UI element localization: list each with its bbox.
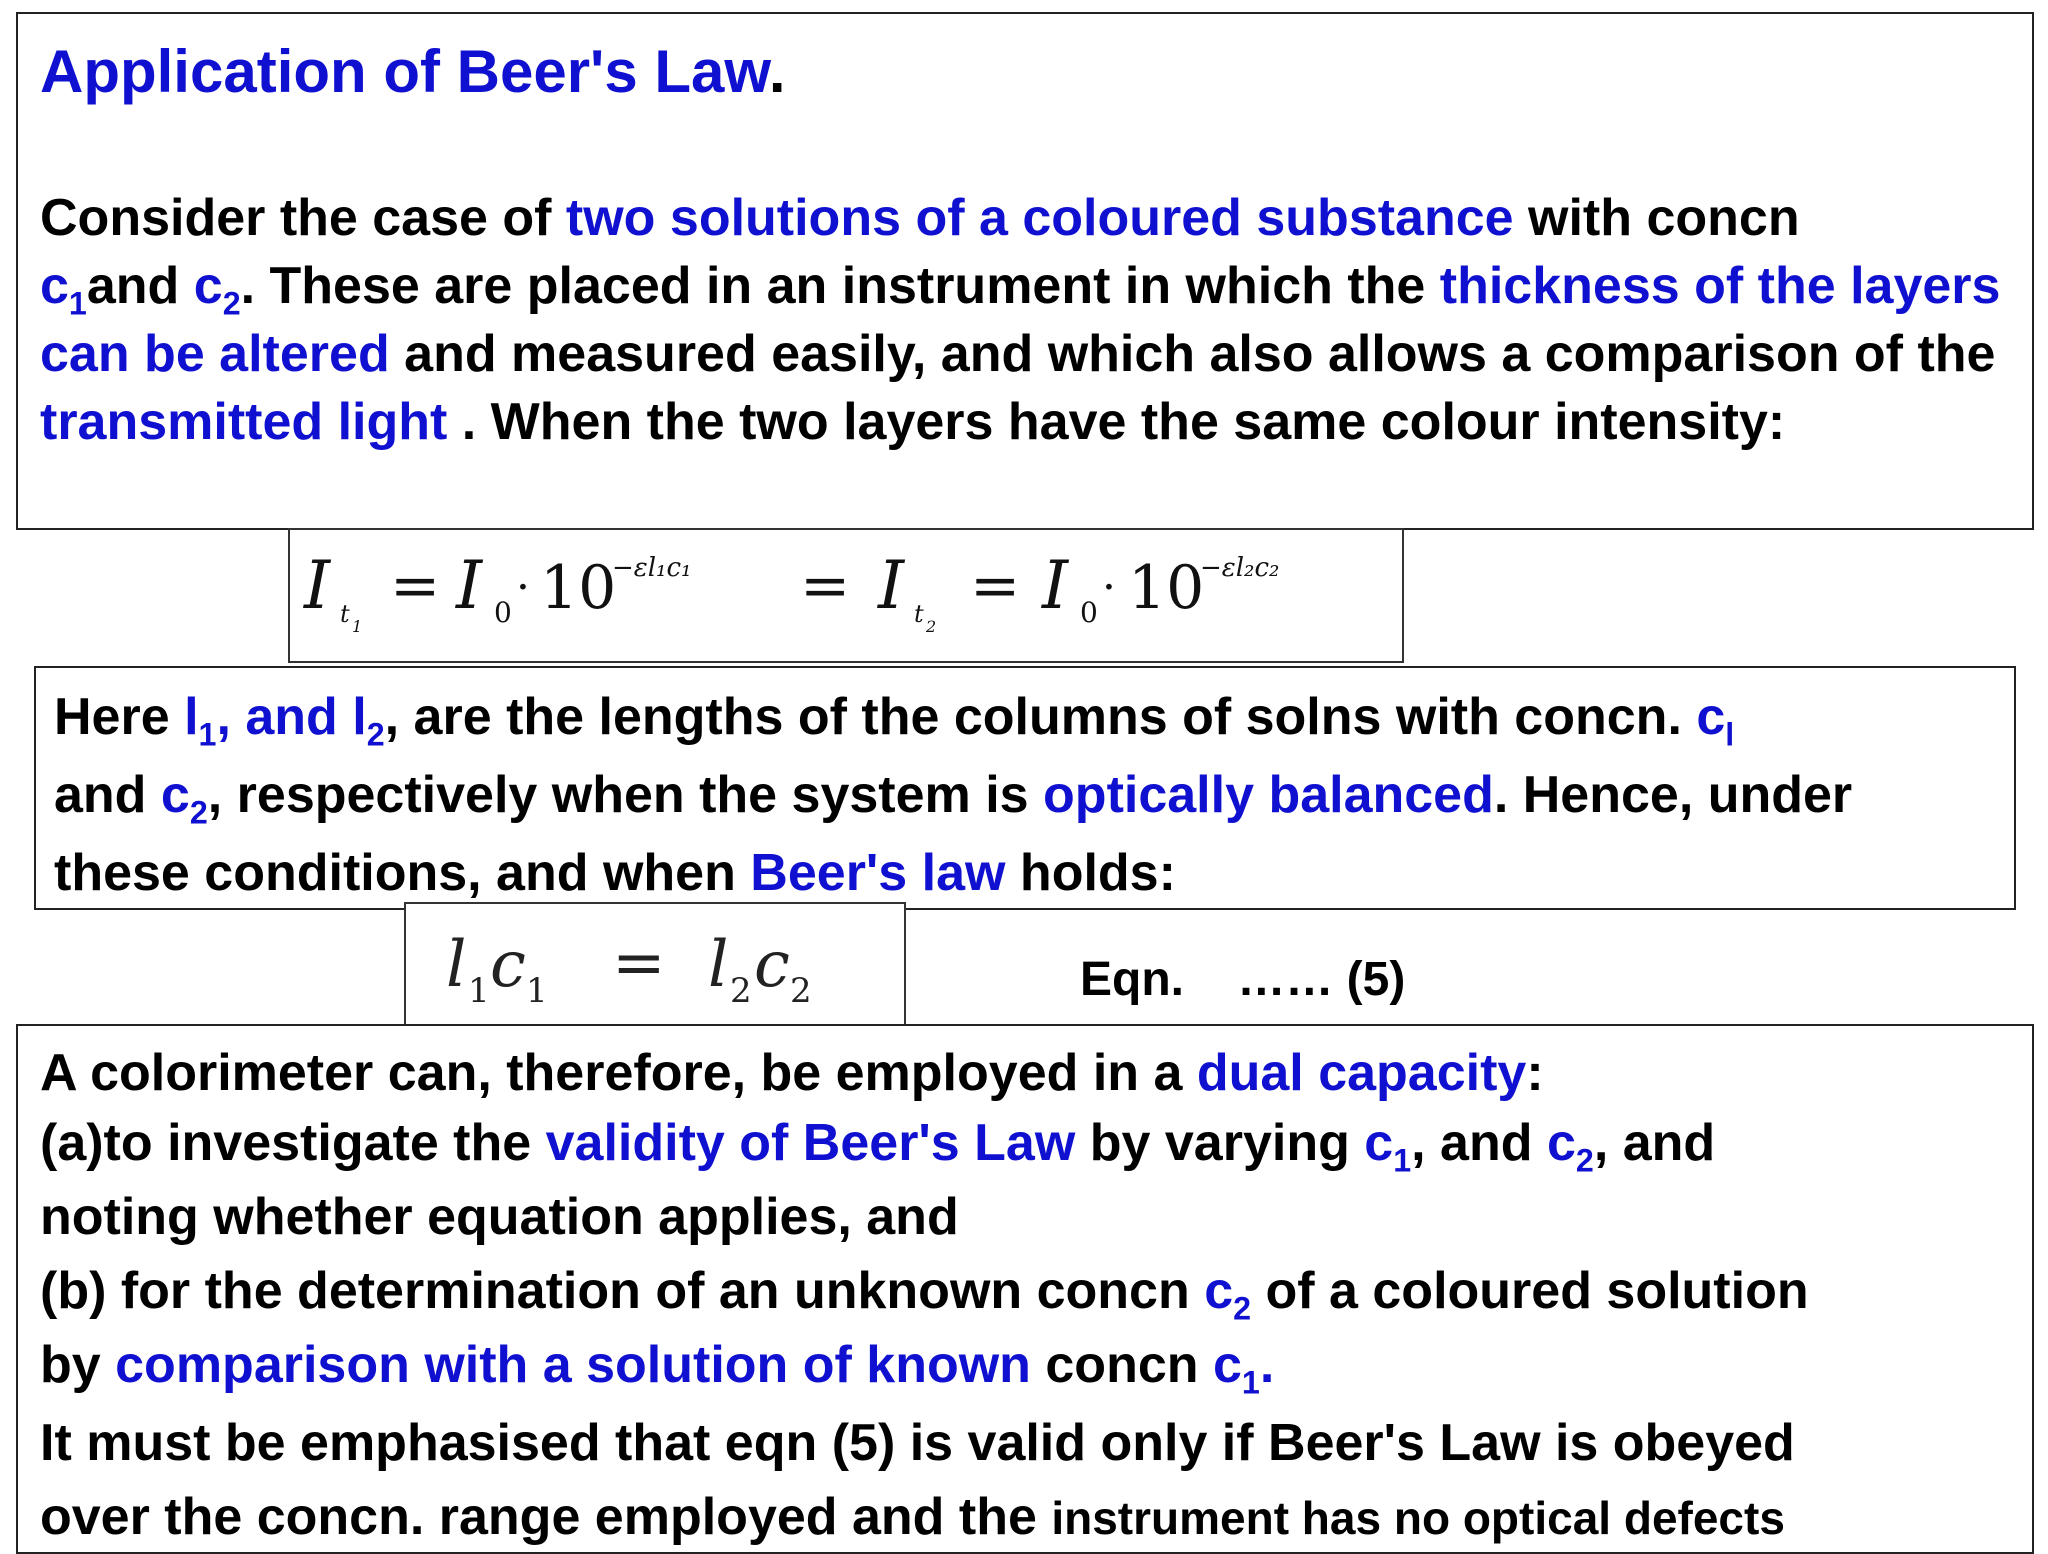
c2-symbol: $c_2$: [160, 766, 208, 831]
svg-text:·: ·: [516, 562, 530, 613]
svg-text:t: t: [914, 600, 924, 628]
text-run: and: [86, 257, 194, 315]
explanation-paragraph: [54, 678, 1994, 912]
uses-paragraph: [40, 1038, 2030, 1553]
equation-1: [288, 528, 1404, 663]
svg-text:2: 2: [790, 971, 812, 1011]
title-text: Application of Beer's Law: [40, 38, 769, 105]
equation-2: [404, 902, 906, 1032]
svg-text:I: I: [456, 547, 483, 624]
title-period: .: [768, 38, 786, 105]
svg-text:t: t: [340, 600, 350, 628]
line-emphasis: It must be emphasised that eqn (5) is valid only if Beer's Law is obeyed: [40, 1414, 1795, 1472]
intro-paragraph: [40, 184, 2030, 456]
svg-text:0: 0: [494, 596, 512, 629]
uses-box: [16, 1024, 2034, 1554]
svg-text:=: =: [612, 926, 666, 1000]
text-run: holds:: [1005, 844, 1176, 902]
svg-text:10: 10: [1128, 553, 1205, 623]
c2-symbol: $c_2$: [193, 257, 241, 322]
text-run: , respectively when the system is: [207, 766, 1044, 824]
svg-text:1: 1: [352, 617, 363, 636]
text-run: Consider the case of: [40, 189, 566, 247]
c1-symbol: $c_1$: [40, 257, 87, 322]
l1-and-l2: $l_1$, and $l_2$: [184, 688, 385, 753]
intro-box: [16, 12, 2034, 530]
text-run: . Hence, under these conditions, and when: [54, 766, 1853, 902]
svg-text:1: 1: [468, 971, 490, 1011]
eq1-exponent-2: −εl₂c₂: [1200, 553, 1280, 583]
svg-text:l: l: [446, 928, 467, 1002]
svg-text:1: 1: [526, 971, 548, 1011]
highlight-transmitted-light: transmitted light: [40, 393, 448, 451]
equation-1-image: [290, 530, 1402, 661]
eq1-exponent-1: −εl₁c₁: [612, 553, 692, 583]
svg-text:c: c: [754, 928, 790, 1002]
text-run: , are the lengths of the columns of solns with concn.: [384, 688, 1697, 746]
svg-text:l: l: [708, 928, 729, 1002]
svg-text:I: I: [1042, 547, 1069, 624]
svg-text:10: 10: [540, 553, 617, 623]
eq1-I-t2: I: [878, 547, 905, 624]
highlight-beers-law: Beer's law: [750, 844, 1006, 902]
equation-label: Eqn. …… (5): [1080, 953, 1406, 1006]
eq1-I-t1: I: [304, 547, 331, 624]
highlight-optically-balanced: optically balanced: [1043, 766, 1494, 824]
slide-title: [40, 38, 786, 105]
line-emphasis-cont: over the concn. range employed and the instrument has no optical defects: [40, 1488, 1785, 1546]
svg-text:2: 2: [926, 617, 937, 636]
explanation-box: [34, 666, 2016, 910]
svg-text:=: =: [970, 551, 1021, 621]
line-b: (b) for the determination of an unknown concn $c_2$ of a coloured solution: [40, 1262, 1809, 1327]
text-run: Here: [54, 688, 185, 746]
svg-text:·: ·: [1102, 562, 1116, 613]
svg-text:0: 0: [1080, 596, 1098, 629]
text-run: and: [54, 766, 161, 824]
svg-text:2: 2: [730, 971, 752, 1011]
text-run: . When the two layers have the same colour intensity:: [447, 393, 1786, 451]
line-b-cont: by comparison with a solution of known concn $c_1$.: [40, 1336, 1275, 1401]
svg-text:=: =: [800, 551, 851, 621]
highlight-two-solutions: two solutions of a coloured substance: [565, 189, 1514, 247]
text-run: and measured easily, and which also allows a comparison of the: [389, 325, 1996, 383]
svg-text:=: =: [390, 551, 441, 621]
line-a-cont: noting whether equation applies, and: [40, 1188, 959, 1246]
equation-2-image: [406, 904, 904, 1030]
line-dual-capacity: A colorimeter can, therefore, be employed in a dual capacity:: [40, 1044, 1544, 1102]
svg-text:c: c: [490, 928, 526, 1002]
cl-symbol: $c_l$: [1696, 688, 1735, 753]
line-a: (a)to investigate the validity of Beer's Law by varying $c_1$, and $c_2$, and: [40, 1114, 1716, 1179]
text-run: . These are placed in an instrument in which the: [240, 257, 1440, 315]
text-run: with concn: [1513, 189, 1800, 247]
highlight-thickness: thickness of the layers can be altered: [40, 257, 2001, 383]
